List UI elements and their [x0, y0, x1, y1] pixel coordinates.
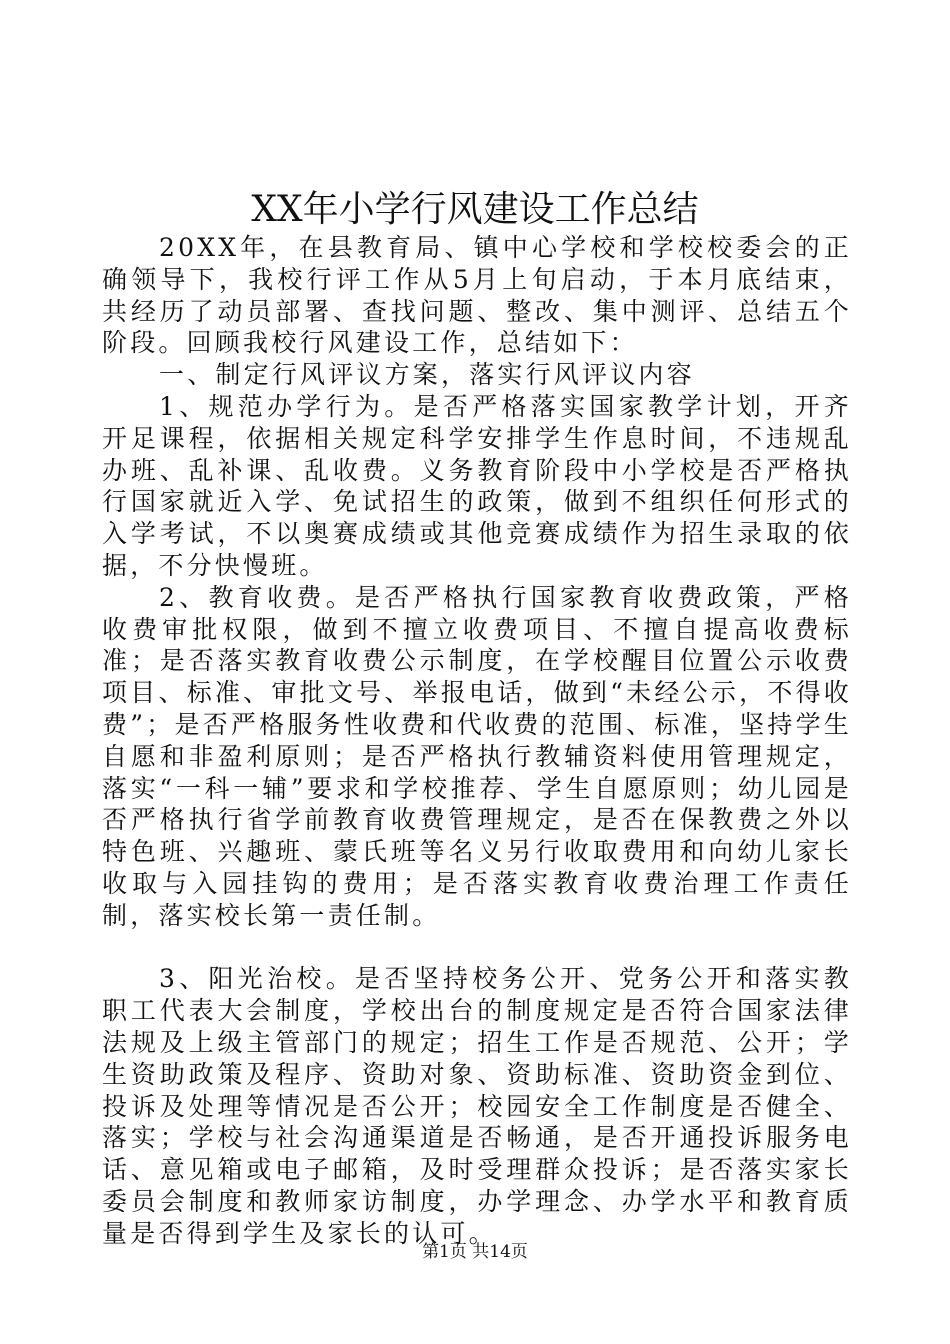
document-body — [102, 232, 852, 1250]
item-paragraph-3: 3、阳光治校。是否坚持校务公开、党务公开和落实教职工代表大会制度，学校出台的制度规定是否符合国家法律法规及上级主管部门的规定；招生工作是否规范、公开；学生资助政策及程序、资助对象、资助标准、资助资金到位、投诉及处理等情况是否公开；校园安全工作制度是否健全、落实；学校与社会沟通渠道是否畅通，是否开通投诉服务电话、意见箱或电子邮箱，及时受理群众投诉；是否落实家长委员会制度和教师家访制度，办学理念、办学水平和教育质量是否得到学生及家长的认可。 — [102, 964, 852, 1248]
document-title: XX年小学行风建设工作总结 — [251, 189, 699, 230]
page-number-footer: 第1页 共14页 — [422, 1242, 528, 1262]
item-paragraph-1: 1、规范办学行为。是否严格落实国家教学计划，开齐开足课程，依据相关规定科学安排学生作息时间，不违规乱办班、乱补课、乱收费。义务教育阶段中小学校是否严格执行国家就近入学、免试招生的政策，做到不组织任何形式的入学考试，不以奥赛成绩或其他竞赛成绩作为招生录取的依据，不分快慢班。 — [102, 391, 852, 580]
intro-paragraph: 20XX年，在县教育局、镇中心学校和学校校委会的正确领导下，我校行评工作从5月上旬启动，于本月底结束，共经历了动员部署、查找问题、整改、集中测评、总结五个阶段。回顾我校行风建设工作，总结如下： — [102, 233, 852, 358]
paragraph-gap — [102, 932, 852, 964]
item-paragraph-2: 2、教育收费。是否严格执行国家教育收费政策，严格收费审批权限，做到不擅立收费项目、不擅自提高收费标准；是否落实教育收费公示制度，在学校醒目位置公示收费项目、标准、审批文号、举报电话，做到“未经公示，不得收费”；是否严格服务性收费和代收费的范围、标准，坚持学生自愿和非盈利原则；是否严格执行教辅资料使用管理规定，落实“一科一辅”要求和学校推荐、学生自愿原则；幼儿园是否严格执行省学前教育收费管理规定，是否在保教费之外以特色班、兴趣班、蒙氏班等名义另行收取费用和向幼儿家长收取与入园挂钩的费用；是否落实教育收费治理工作责任制，落实校长第一责任制。 — [102, 582, 852, 930]
section-heading: 一、制定行风评议方案，落实行风评议内容 — [159, 360, 695, 390]
